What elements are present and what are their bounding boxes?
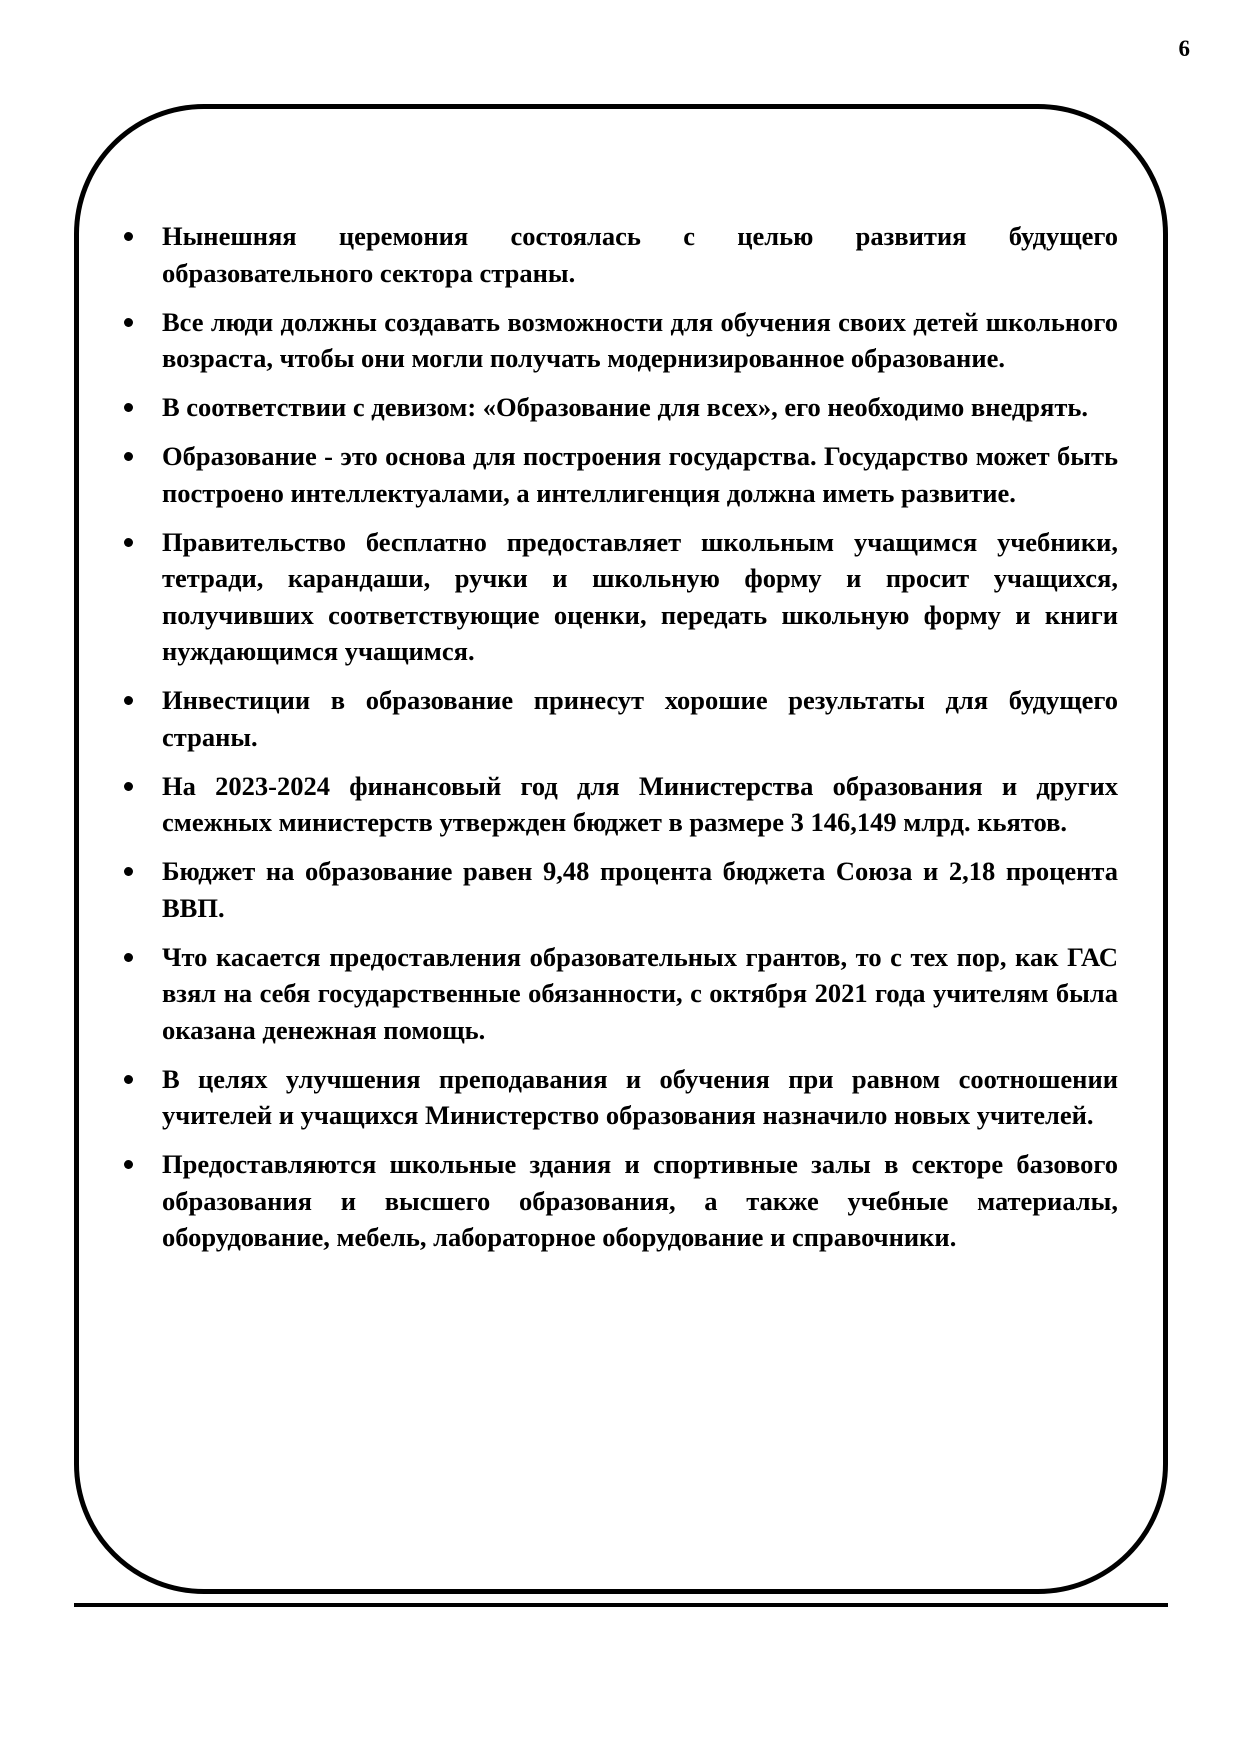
bullet-dot-icon <box>124 867 133 876</box>
list-item-text: В целях улучшения преподавания и обучения при равном соотношении учителей и учащихся Министерство образования назначило новых учителей. <box>162 1063 1118 1130</box>
list-item <box>118 304 1118 377</box>
bullet-dot-icon <box>124 232 133 241</box>
list-item <box>118 682 1118 755</box>
list-item <box>118 853 1118 926</box>
list-item <box>118 1061 1118 1134</box>
list-item <box>118 524 1118 670</box>
list-item <box>118 438 1118 511</box>
bullet-dot-icon <box>124 318 133 327</box>
list-item-text: Все люди должны создавать возможности для обучения своих детей школьного возраста, чтобы они могли получать модернизированное образование. <box>162 306 1118 373</box>
list-item <box>118 389 1118 426</box>
list-item-text: Что касается предоставления образовательных грантов, то с тех пор, как ГАС взял на себя государственные обязанности, с октября 2021 года учителям была оказана денежная помощь. <box>162 941 1118 1045</box>
list-item-text: Инвестиции в образование принесут хорошие результаты для будущего страны. <box>162 685 1118 752</box>
list-item-text: Предоставляются школьные здания и спортивные залы в секторе базового образования и высшего образования, а также учебные материалы, оборудование, мебель, лабораторное оборудование и справочники. <box>162 1149 1118 1252</box>
list-item <box>118 939 1118 1049</box>
list-item <box>118 1146 1118 1256</box>
bullet-dot-icon <box>124 1160 133 1169</box>
list-item-text: Нынешняя церемония состоялась с целью развития будущего образовательного сектора страны. <box>162 221 1118 288</box>
list-item <box>118 768 1118 841</box>
bullet-dot-icon <box>124 782 133 791</box>
bullet-dot-icon <box>124 1075 133 1084</box>
list-item-text: На 2023-2024 финансовый год для Министерства образования и других смежных министерств утвержден бюджет в размере 3 146,149 млрд. кьятов. <box>162 770 1118 837</box>
bullet-dot-icon <box>124 452 133 461</box>
list-item-text: Правительство бесплатно предоставляет школьным учащимся учебники, тетради, карандаши, ручки и школьную форму и просит учащихся, получивших соответствующие оценки, передать школьную форму и книги нуждающимся учащимся. <box>162 526 1118 666</box>
bottom-divider <box>74 1603 1168 1607</box>
list-item-text: В соответствии с девизом: «Образование для всех», его необходимо внедрять. <box>162 392 1089 422</box>
bullet-dot-icon <box>124 403 133 412</box>
bullet-dot-icon <box>124 696 133 705</box>
list-item <box>118 218 1118 291</box>
bullet-dot-icon <box>124 953 133 962</box>
list-item-text: Образование - это основа для построения государства. Государство может быть построено интеллектуалами, а интеллигенция должна иметь развитие. <box>162 441 1118 508</box>
list-item-text: Бюджет на образование равен 9,48 процента бюджета Союза и 2,18 процента ВВП. <box>162 856 1118 923</box>
bullet-list <box>118 218 1118 1268</box>
bullet-dot-icon <box>124 538 133 547</box>
page-number: 6 <box>1178 36 1190 61</box>
